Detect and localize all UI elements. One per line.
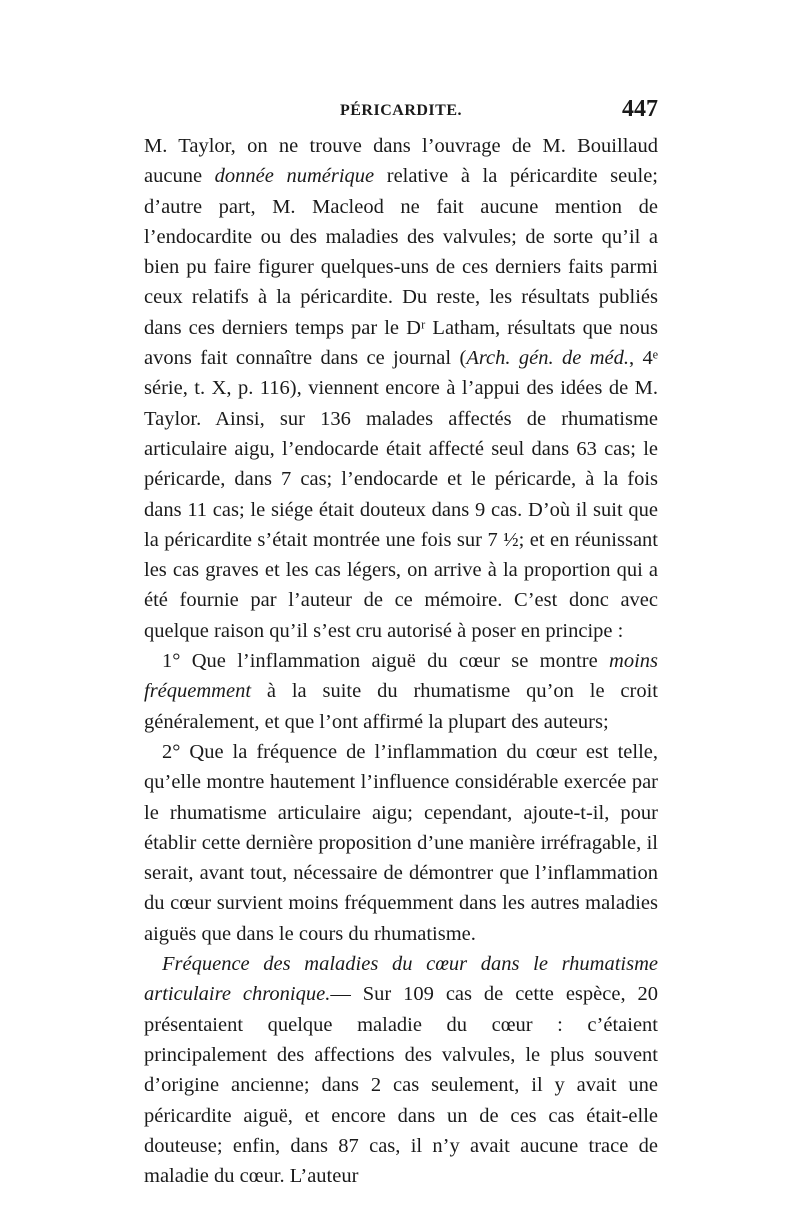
italic-text-run: moins fréquemment <box>144 650 658 703</box>
italic-text-run: Fréquence des maladies du cœur dans le rhumatisme articulaire chronique. <box>144 953 658 1006</box>
text-run: relative à la péricardite seule; d’autre part, M. Macleod ne fait aucune mention de l’endocardite ou des maladies des valvules; de sorte qu’il a bien pu faire figurer quelques-uns de ces derniers faits parmi ceux relatifs à la péricardite. Du reste, les résultats publiés dans ces derniers temps par le Dʳ Latham, résultats que nous avons fait connaître dans ce journal ( <box>144 165 658 370</box>
text-run: 2° Que la fréquence de l’inflammation du cœur est telle, qu’elle montre hautement l’influence considérable exercée par le rhumatisme articulaire aigu; cependant, ajoute-t-il, pour établir cette dernière proposition d’une manière irréfragable, il serait, avant tout, nécessaire de démontrer que l’inflammation du cœur survient moins fréquemment dans les autres maladies aiguës que dans le cours du rhumatisme. <box>144 740 658 945</box>
text-run: à la suite du rhumatisme qu’on le croit généralement, et que l’ont affirmé la plupart des auteurs; <box>144 680 658 733</box>
italic-text-run: donnée numérique <box>214 165 375 188</box>
text-run: 1° Que l’inflammation aiguë du cœur se montre <box>162 650 610 673</box>
italic-text-run: Arch. gén. de méd. <box>466 347 629 370</box>
paragraph-2 <box>144 646 658 737</box>
body-text <box>144 131 658 1191</box>
running-title: PÉRICARDITE. <box>339 102 462 119</box>
text-run: , 4ᵉ série, t. X, p. 116), viennent encore à l’appui des idées de M. Taylor. Ainsi, sur 136 malades affectés de rhumatisme articulaire aigu, l’endocarde était affecté seul dans 63 cas; le péricarde, dans 7 cas; l’endocarde et le péricarde, à la fois dans 11 cas; le siége était douteux dans 9 cas. D’où il suit que la péricardite s’était montrée une fois sur 7 ½; et en réunissant les cas graves et les cas légers, on arrive à la proportion qui a été fournie par l’auteur de ce mémoire. C’est donc avec quelque raison qu’il s’est cru autorisé à poser en principe : <box>144 347 659 642</box>
text-run: M. Taylor, on ne trouve dans l’ouvrage de M. Bouillaud aucune <box>144 135 658 188</box>
paragraph-4 <box>144 949 658 1191</box>
paragraph-3 <box>144 737 658 949</box>
running-head <box>144 96 658 126</box>
paragraph-1 <box>144 131 658 646</box>
text-run: — Sur 109 cas de cette espèce, 20 présentaient quelque maladie du cœur : c’étaient principalement des affections des valvules, le plus souvent d’origine ancienne; dans 2 cas seulement, il y avait une péricardite aiguë, et encore dans un de ces cas était-elle douteuse; enfin, dans 87 cas, il n’y avait aucune trace de maladie du cœur. L’auteur <box>144 983 658 1188</box>
page-number: 447 <box>622 96 658 122</box>
